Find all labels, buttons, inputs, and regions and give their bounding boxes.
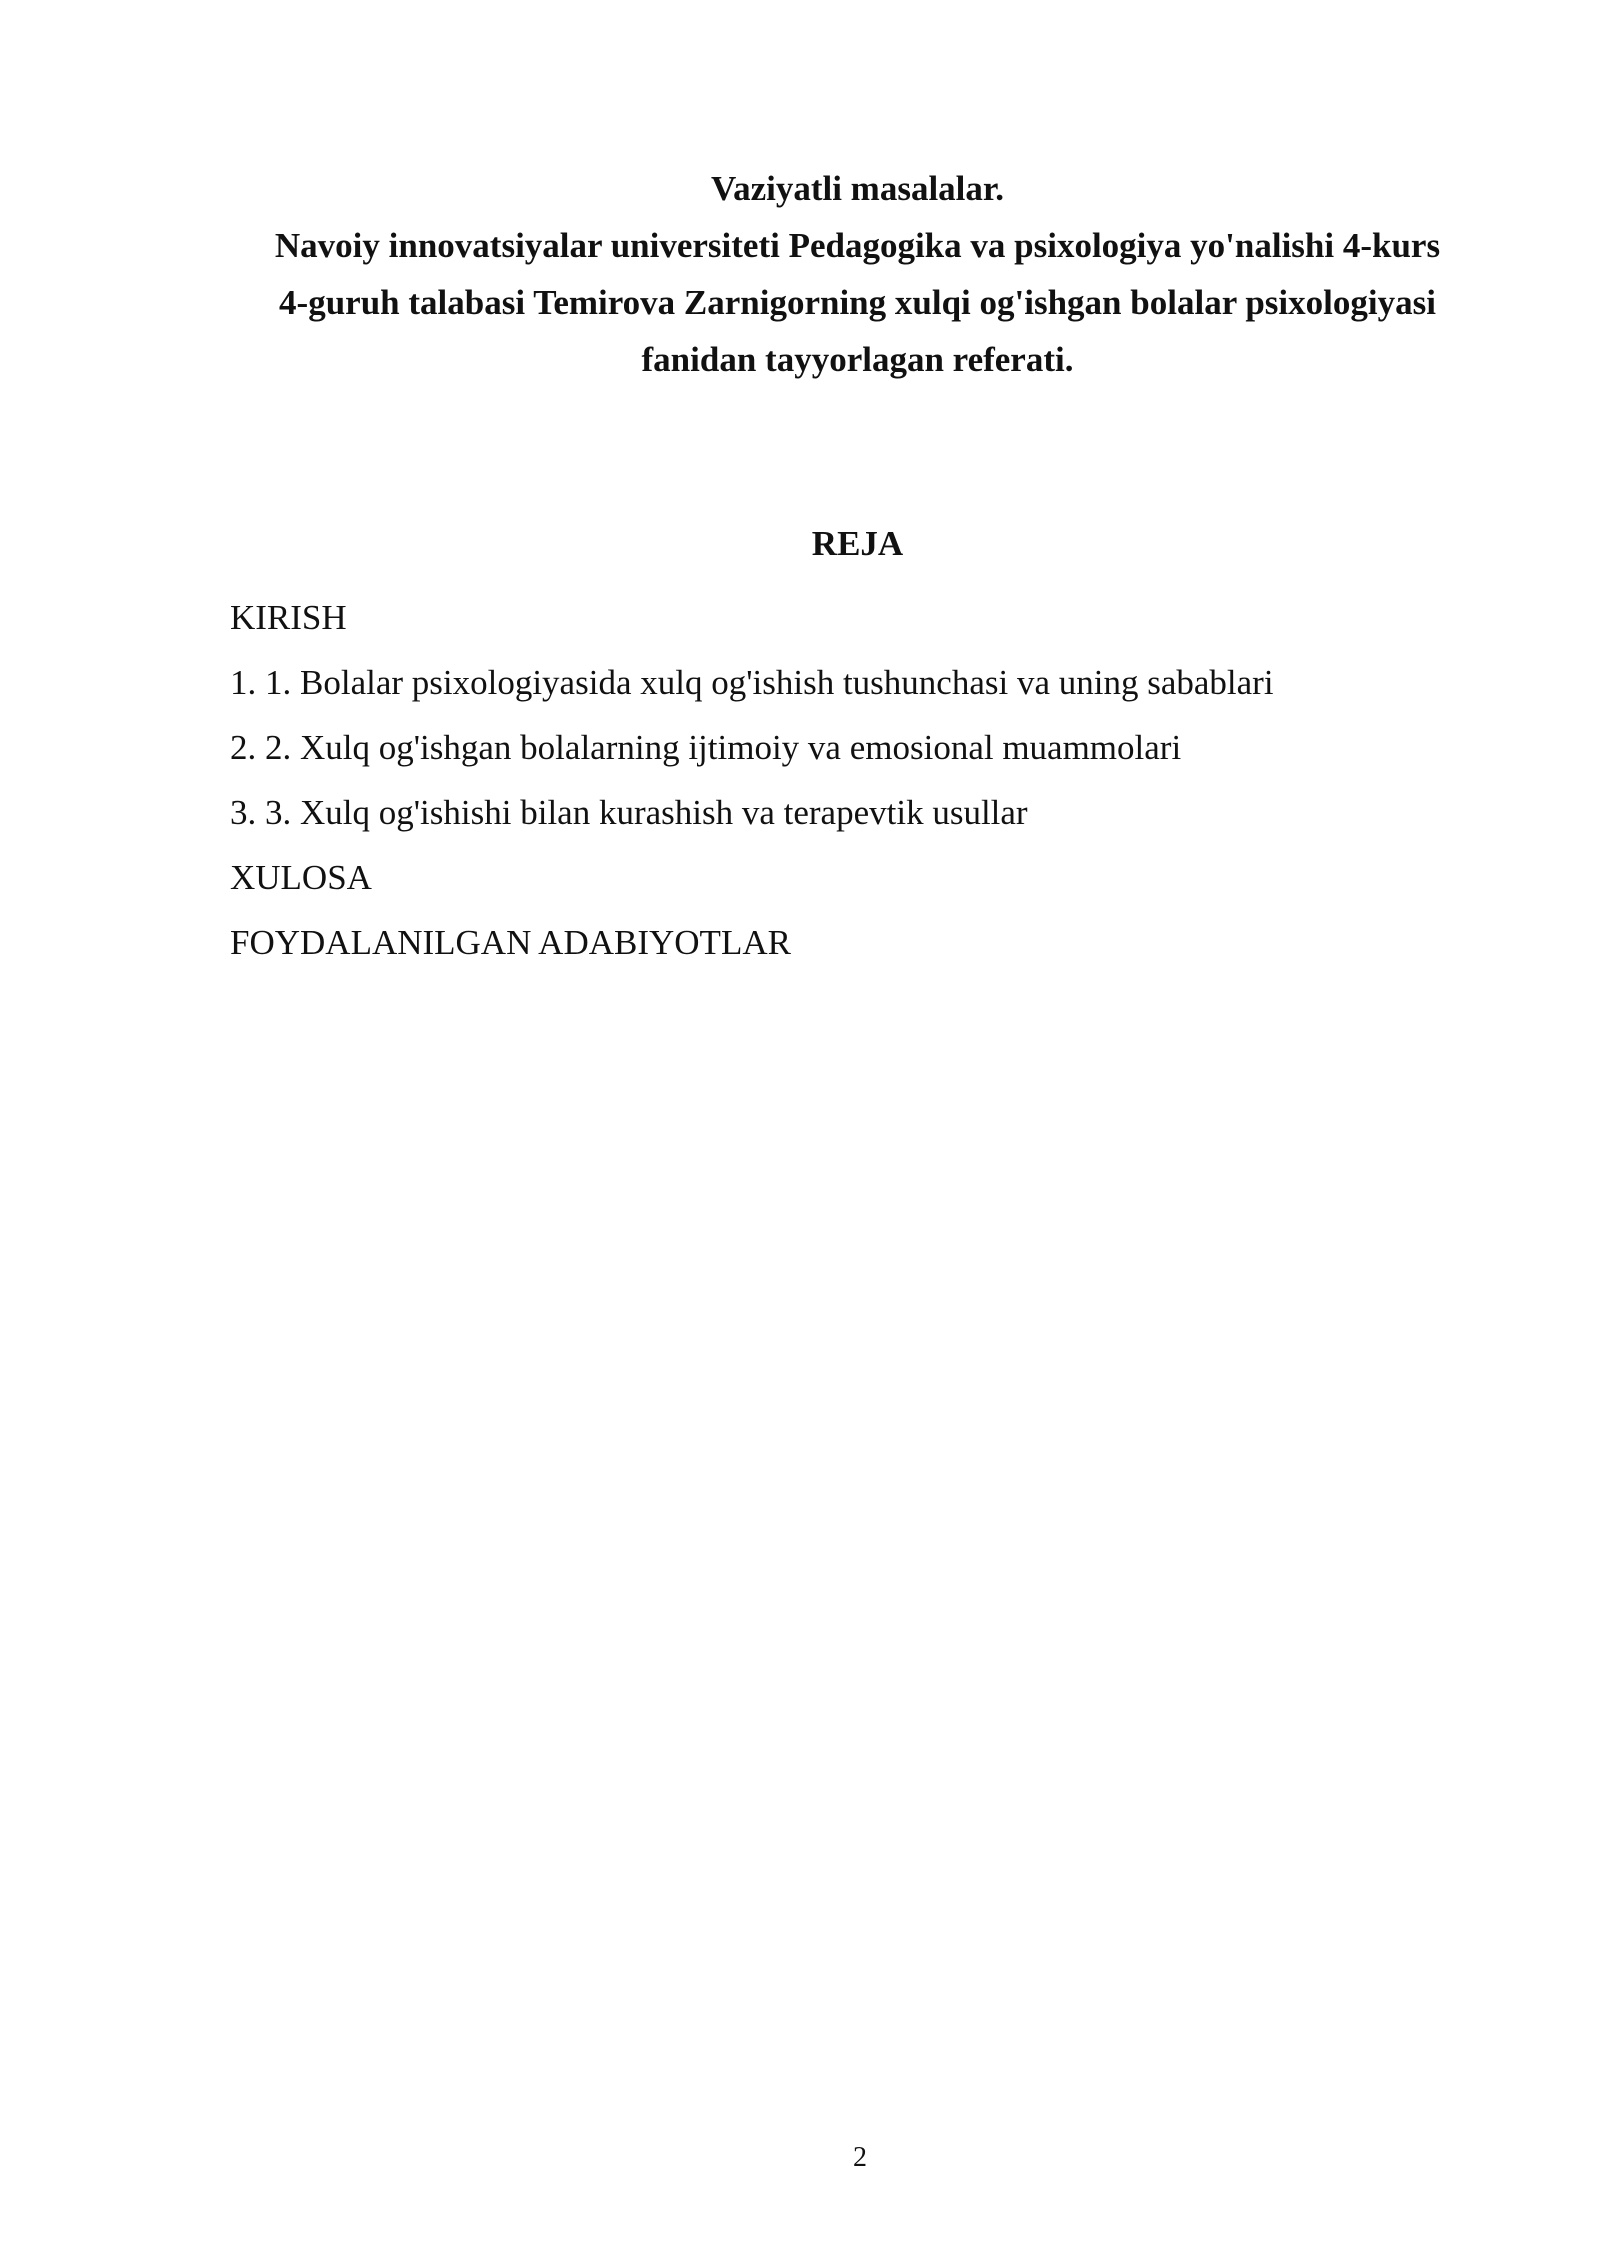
page-number: 2 (853, 2142, 867, 2173)
document-title (225, 160, 1490, 388)
plan-item: 3. 3. Xulq og'ishishi bilan kurashish va terapevtik usullar (230, 793, 1028, 832)
title-line: 4-guruh talabasi Temirova Zarnigorning xulqi og'ishgan bolalar psixologiyasi (279, 283, 1436, 322)
plan-item: 1. 1. Bolalar psixologiyasida xulq og'ishish tushunchasi va uning sabablari (230, 663, 1274, 702)
title-line: fanidan tayyorlagan referati. (641, 340, 1074, 379)
plan-item: 2. 2. Xulq og'ishgan bolalarning ijtimoiy va emosional muammolari (230, 728, 1182, 767)
plan-item: FOYDALANILGAN ADABIYOTLAR (230, 923, 791, 962)
plan-list (230, 585, 1490, 975)
title-line: Vaziyatli masalalar. (711, 169, 1004, 208)
plan-heading: REJA (811, 524, 904, 563)
plan-item: XULOSA (230, 858, 372, 897)
title-line: Navoiy innovatsiyalar universiteti Pedagogika va psixologiya yo'nalishi 4-kurs (274, 226, 1441, 265)
plan-item: KIRISH (230, 598, 347, 637)
